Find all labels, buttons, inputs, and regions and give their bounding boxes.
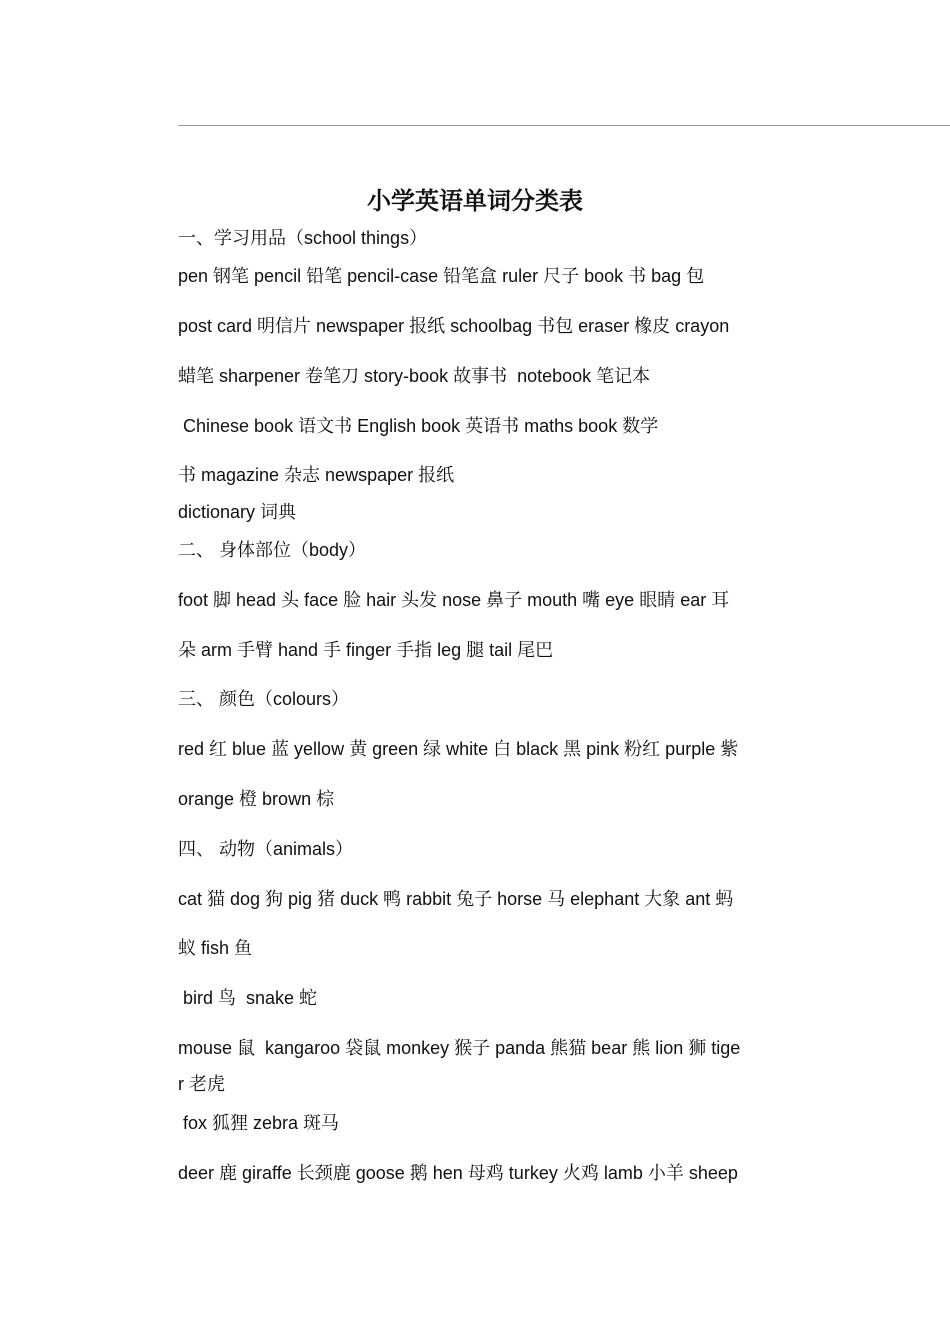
text-line: orange 橙 brown 棕 xyxy=(178,789,335,809)
text-line: 书 magazine 杂志 newspaper 报纸 xyxy=(178,465,455,485)
text-line: 蜡笔 sharpener 卷笔刀 story-book 故事书 notebook 笔记本 xyxy=(178,366,651,386)
section-heading-school-things: 一、学习用品（school things） xyxy=(178,228,428,248)
text-line: dictionary 词典 xyxy=(178,502,297,522)
text-line: post card 明信片 newspaper 报纸 schoolbag 书包 eraser 橡皮 crayon xyxy=(178,316,730,336)
text-line: r 老虎 xyxy=(178,1074,225,1094)
text-line: Chinese book 语文书 English book 英语书 maths book 数学 xyxy=(178,416,659,436)
text-line: deer 鹿 giraffe 长颈鹿 goose 鹅 hen 母鸡 turkey 火鸡 lamb 小羊 sheep xyxy=(178,1163,738,1183)
section-heading-animals: 四、 动物（animals） xyxy=(178,839,354,859)
section-heading-colours: 三、 颜色（colours） xyxy=(178,689,350,709)
text-line: red 红 blue 蓝 yellow 黄 green 绿 white 白 black 黑 pink 粉红 purple 紫 xyxy=(178,739,739,759)
text-line: pen 钢笔 pencil 铅笔 pencil-case 铅笔盒 ruler 尺子 book 书 bag 包 xyxy=(178,266,705,286)
text-line: cat 猫 dog 狗 pig 猪 duck 鸭 rabbit 兔子 horse 马 elephant 大象 ant 蚂 xyxy=(178,889,734,909)
header-rule xyxy=(178,125,950,126)
text-line: mouse 鼠 kangaroo 袋鼠 monkey 猴子 panda 熊猫 bear 熊 lion 狮 tige xyxy=(178,1038,741,1058)
section-heading-body: 二、 身体部位（body） xyxy=(178,540,367,560)
text-line: fox 狐狸 zebra 斑马 xyxy=(178,1113,340,1133)
text-line: 朵 arm 手臂 hand 手 finger 手指 leg 腿 tail 尾巴 xyxy=(178,640,554,660)
text-line: foot 脚 head 头 face 脸 hair 头发 nose 鼻子 mouth 嘴 eye 眼睛 ear 耳 xyxy=(178,590,730,610)
text-line: bird 鸟 snake 蛇 xyxy=(178,988,318,1008)
text-line: 蚁 fish 鱼 xyxy=(178,938,253,958)
document-title: 小学英语单词分类表 xyxy=(367,186,583,215)
